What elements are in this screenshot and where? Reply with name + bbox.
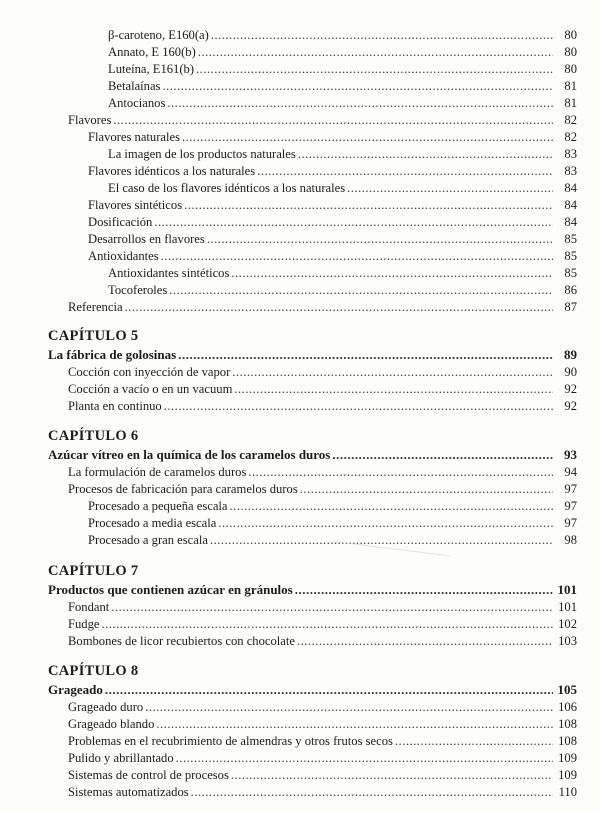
toc-entry-title: Azúcar vítreo en la química de los caramelos duros: [48, 447, 331, 462]
toc-entry-page: 108: [558, 734, 577, 748]
dot-leader: [113, 111, 553, 129]
toc-entry-page: 102: [558, 617, 577, 631]
toc-entry-title: Cocción a vacío o en un vacuum: [68, 382, 233, 396]
chapter-heading: CAPÍTULO 8: [48, 663, 139, 679]
dot-leader: [218, 514, 553, 532]
toc-entry-title: Luteína, E161(b): [108, 62, 195, 76]
toc-entry-page: 109: [558, 768, 577, 782]
dot-leader: [164, 397, 553, 415]
toc-entry: [68, 397, 577, 415]
toc-entry-page: 101: [558, 600, 577, 614]
toc-entry-title: Procesado a gran escala: [88, 533, 208, 547]
toc-entry: [48, 581, 577, 599]
toc-entry-page: 80: [564, 28, 577, 42]
toc-entry-title: Pulido y abrillantado: [68, 751, 174, 765]
toc-entry-title: Annato, E 160(b): [108, 45, 196, 59]
toc-entry-page: 85: [564, 249, 577, 263]
dot-leader: [297, 632, 553, 650]
toc-entry-page: 82: [564, 130, 577, 144]
toc-entry-page: 84: [564, 198, 577, 212]
dot-leader: [211, 26, 553, 44]
toc-entry-page: 81: [564, 79, 577, 93]
dot-leader: [231, 264, 553, 282]
dot-leader: [234, 380, 553, 398]
toc-entry: [88, 514, 577, 532]
toc-entry-title: Sistemas automatizados: [68, 785, 189, 799]
toc-entry-title: Flavores idénticos a los naturales: [88, 164, 256, 178]
toc-entry-page: 80: [564, 62, 577, 76]
toc-entry-title: Desarrollos en flavores: [88, 232, 205, 246]
toc-entry-page: 97: [564, 499, 577, 513]
toc-entry: [108, 145, 577, 163]
toc-entry-title: Grageado: [48, 682, 103, 697]
dot-leader: [347, 179, 553, 197]
toc-entry-title: β-caroteno, E160(a): [108, 28, 209, 42]
dot-leader: [154, 213, 553, 231]
dot-leader: [198, 43, 553, 61]
toc-entry-page: 108: [558, 717, 577, 731]
toc-entry: [68, 363, 577, 381]
toc-entry: [68, 615, 577, 633]
toc-entry: [108, 264, 577, 282]
toc-entry: [108, 60, 577, 78]
toc-entry: [68, 298, 577, 316]
toc-entry-page: 84: [564, 215, 577, 229]
dot-leader: [167, 94, 553, 112]
toc-entry-title: Flavores naturales: [88, 130, 180, 144]
toc-entry: [68, 732, 577, 750]
toc-entry-page: 109: [558, 751, 577, 765]
toc-entry-page: 110: [558, 785, 577, 799]
toc-entry-title: Planta en continuo: [68, 399, 162, 413]
toc-entry: [68, 698, 577, 716]
toc-entry-page: 97: [564, 516, 577, 530]
dot-leader: [101, 615, 553, 633]
dot-leader: [178, 346, 553, 364]
dot-leader: [207, 230, 553, 248]
dot-leader: [125, 298, 553, 316]
toc-entry-page: 94: [564, 465, 577, 479]
toc-entry-page: 101: [557, 582, 577, 597]
toc-entry-title: El caso de los flavores idénticos a los naturales: [108, 181, 346, 195]
toc-entry: [108, 179, 577, 197]
toc-entry: [88, 497, 577, 515]
toc-entry-title: Betalaínas: [108, 79, 161, 93]
toc-entry-page: 85: [564, 266, 577, 280]
toc-entry: [68, 749, 577, 767]
toc-entry-page: 103: [558, 634, 577, 648]
toc-entry: [88, 230, 577, 248]
dot-leader: [248, 463, 553, 481]
toc-entry-title: Productos que contienen azúcar en gránulos: [48, 582, 293, 597]
dot-leader: [169, 281, 553, 299]
dot-leader: [295, 581, 553, 599]
toc-entry: [68, 715, 577, 733]
toc-entry: [88, 213, 577, 231]
toc-entry-page: 89: [564, 347, 577, 362]
toc-entry-title: Dosificación: [88, 215, 153, 229]
toc-entry-title: Antioxidantes sintéticos: [108, 266, 230, 280]
toc-entry: [88, 247, 577, 265]
toc-entry: [68, 380, 577, 398]
dot-leader: [257, 162, 553, 180]
toc-entry-page: 106: [558, 700, 577, 714]
toc-entry-page: 97: [564, 482, 577, 496]
toc-entry-title: Flavores sintéticos: [88, 198, 183, 212]
dot-leader: [300, 480, 553, 498]
toc-entry-page: 98: [564, 533, 577, 547]
toc-entry: [108, 281, 577, 299]
toc-entry-title: Antioxidantes: [88, 249, 159, 263]
dot-leader: [332, 446, 553, 464]
toc-entry: [68, 111, 577, 129]
dot-leader: [298, 145, 553, 163]
toc-entry-page: 83: [564, 164, 577, 178]
toc-entry-title: Problemas en el recubrimiento de almendras y otros frutos secos: [68, 734, 393, 748]
toc-entry-page: 82: [564, 113, 577, 127]
toc-entry: [68, 480, 577, 498]
toc-entry-page: 80: [564, 45, 577, 59]
chapter-heading: CAPÍTULO 7: [48, 563, 139, 579]
toc-entry-title: Tocoferoles: [108, 283, 168, 297]
dot-leader: [196, 60, 553, 78]
toc-entry: [68, 632, 577, 650]
toc-entry-title: Fondant: [68, 600, 110, 614]
toc-entry-title: Cocción con inyección de vapor: [68, 365, 231, 379]
toc-entry: [68, 783, 577, 801]
chapter-heading: CAPÍTULO 6: [48, 428, 139, 444]
dot-leader: [162, 77, 553, 95]
toc-entry-title: Procesado a media escala: [88, 516, 217, 530]
toc-entry-title: Referencia: [68, 300, 123, 314]
chapter-heading: CAPÍTULO 5: [48, 328, 139, 344]
dot-leader: [231, 766, 553, 784]
toc-entry-title: La imagen de los productos naturales: [108, 147, 296, 161]
dot-leader: [161, 247, 553, 265]
toc-entry: [108, 26, 577, 44]
toc-entry-title: Fudge: [68, 617, 100, 631]
toc-entry: [48, 681, 577, 699]
toc-entry-title: Grageado blando: [68, 717, 155, 731]
toc-entry: [108, 94, 577, 112]
toc-entry: [88, 196, 577, 214]
toc-entry-title: Bombones de licor recubiertos con chocolate: [68, 634, 295, 648]
toc-entry-title: La fábrica de golosinas: [48, 347, 177, 362]
toc-entry: [108, 43, 577, 61]
toc-entry: [68, 598, 577, 616]
dot-leader: [156, 715, 553, 733]
toc-entry: [68, 766, 577, 784]
toc-entry-page: 90: [564, 365, 577, 379]
toc-entry-page: 105: [557, 682, 577, 697]
toc-entry: [88, 162, 577, 180]
dot-leader: [182, 128, 553, 146]
toc-entry-title: Procesado a pequeña escala: [88, 499, 228, 513]
toc-entry-page: 84: [564, 181, 577, 195]
dot-leader: [111, 598, 553, 616]
toc-entry: [48, 346, 577, 364]
toc-entry: [108, 77, 577, 95]
toc-entry-title: Antocianos: [108, 96, 166, 110]
dot-leader: [230, 497, 553, 515]
toc-entry-page: 86: [564, 283, 577, 297]
toc-entry: [88, 128, 577, 146]
dot-leader: [395, 732, 553, 750]
dot-leader: [145, 698, 553, 716]
toc-entry-page: 85: [564, 232, 577, 246]
toc-entry-page: 87: [564, 300, 577, 314]
dot-leader: [105, 681, 553, 699]
toc-entry-page: 92: [564, 382, 577, 396]
toc-entry-title: Procesos de fabricación para caramelos duros: [68, 482, 298, 496]
toc-entry-page: 92: [564, 399, 577, 413]
toc-entry-page: 83: [564, 147, 577, 161]
toc-entry-title: La formulación de caramelos duros: [68, 465, 247, 479]
dot-leader: [176, 749, 553, 767]
toc-entry-title: Flavores: [68, 113, 112, 127]
dot-leader: [184, 196, 553, 214]
toc-entry-title: Grageado duro: [68, 700, 144, 714]
dot-leader: [191, 783, 553, 801]
dot-leader: [232, 363, 553, 381]
toc-entry-page: 93: [564, 447, 577, 462]
toc-entry-page: 81: [564, 96, 577, 110]
toc-entry-title: Sistemas de control de procesos: [68, 768, 229, 782]
toc-entry: [68, 463, 577, 481]
toc-entry: [48, 446, 577, 464]
